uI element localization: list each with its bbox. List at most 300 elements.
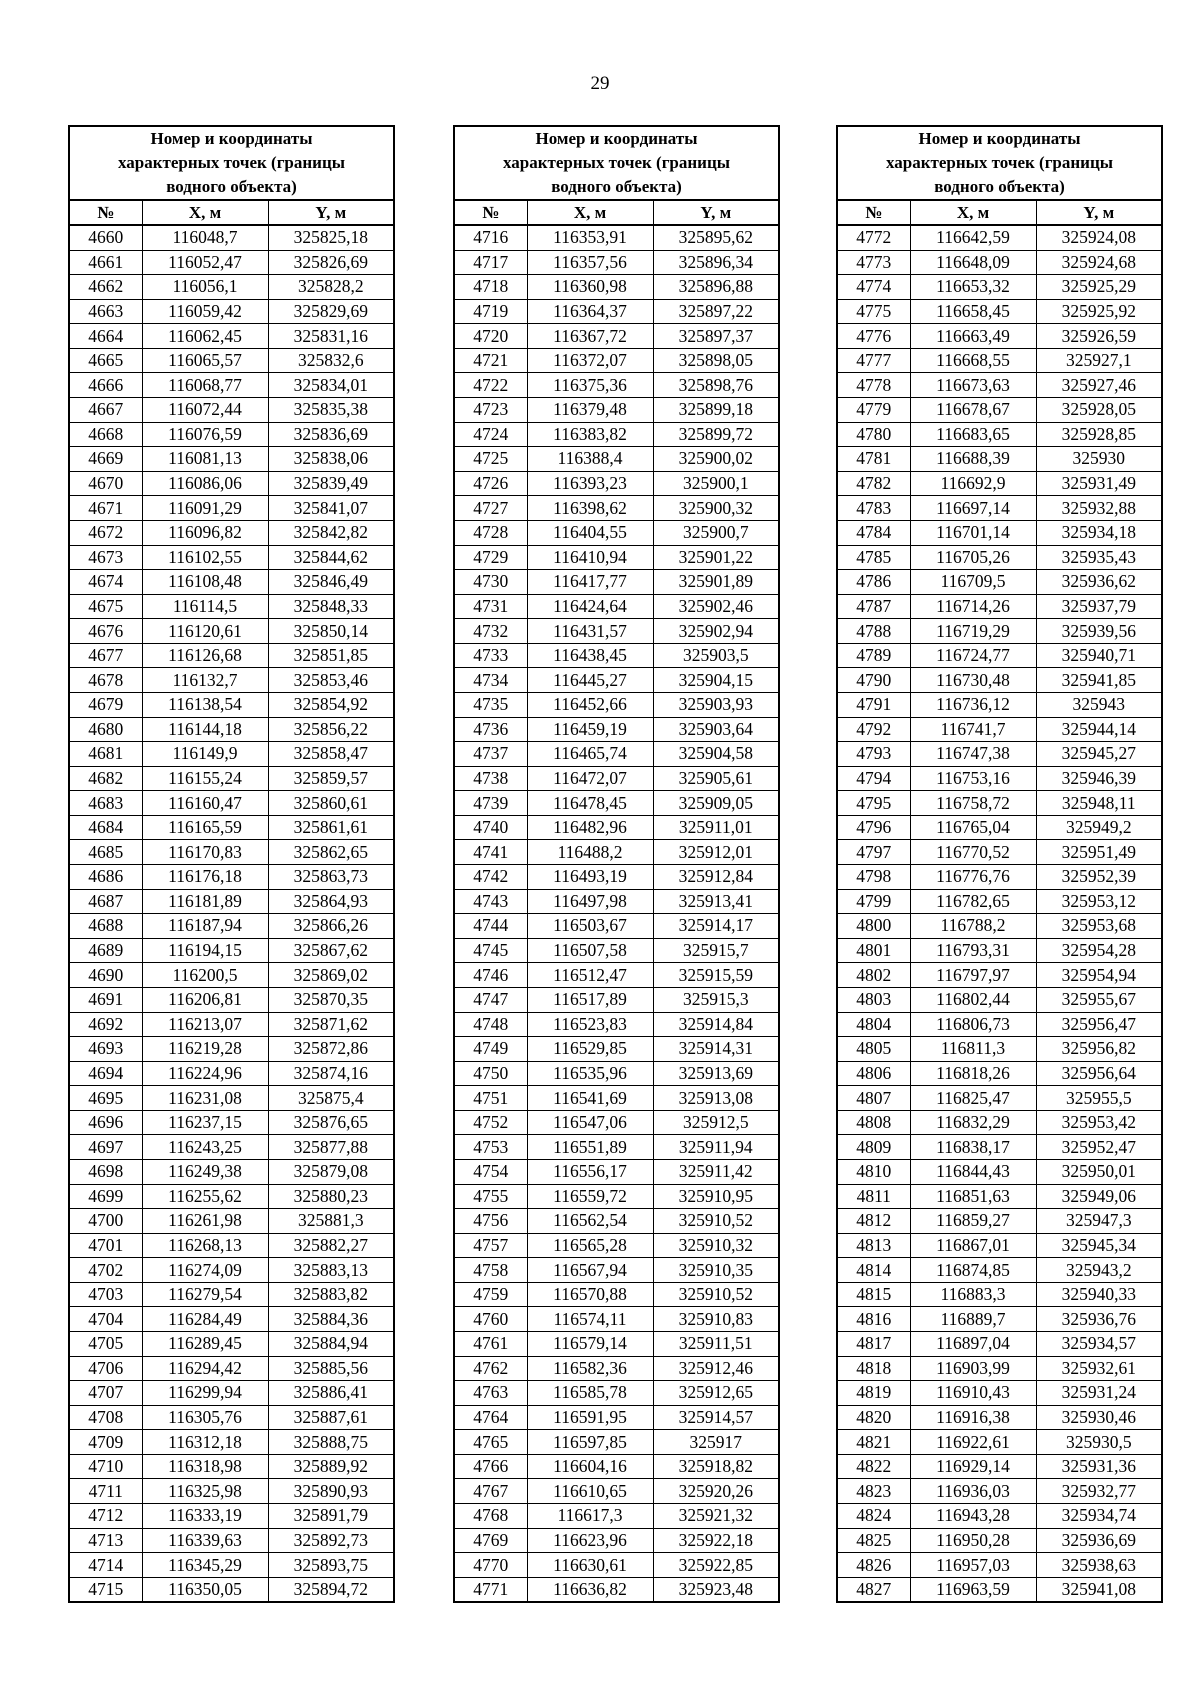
y-coordinate: 325953,42 (1036, 1110, 1162, 1135)
table-row (69, 865, 394, 890)
point-number: 4702 (69, 1258, 142, 1283)
point-number: 4792 (837, 717, 910, 742)
point-number: 4791 (837, 692, 910, 717)
table-row (69, 594, 394, 619)
point-number: 4724 (454, 422, 527, 447)
x-coordinate: 116668,55 (910, 348, 1036, 373)
x-coordinate: 116642,59 (910, 225, 1036, 250)
y-coordinate: 325926,59 (1036, 324, 1162, 349)
table-row (837, 1405, 1162, 1430)
point-number: 4824 (837, 1504, 910, 1529)
y-coordinate: 325952,39 (1036, 865, 1162, 890)
point-number: 4767 (454, 1479, 527, 1504)
x-coordinate: 116120,61 (142, 619, 268, 644)
x-coordinate: 116758,72 (910, 791, 1036, 816)
x-coordinate: 116503,67 (527, 914, 653, 939)
x-coordinate: 116567,94 (527, 1258, 653, 1283)
point-number: 4666 (69, 373, 142, 398)
y-coordinate: 325940,33 (1036, 1282, 1162, 1307)
y-coordinate: 325936,76 (1036, 1307, 1162, 1332)
x-coordinate: 116770,52 (910, 840, 1036, 865)
x-coordinate: 116936,03 (910, 1479, 1036, 1504)
y-coordinate: 325915,59 (653, 963, 779, 988)
point-number: 4699 (69, 1184, 142, 1209)
y-coordinate: 325870,35 (268, 987, 394, 1012)
table-row (837, 692, 1162, 717)
point-number: 4716 (454, 225, 527, 250)
y-coordinate: 325893,75 (268, 1553, 394, 1578)
y-coordinate: 325854,92 (268, 692, 394, 717)
table-row (69, 545, 394, 570)
point-number: 4758 (454, 1258, 527, 1283)
x-coordinate: 116072,44 (142, 398, 268, 423)
point-number: 4754 (454, 1159, 527, 1184)
point-number: 4771 (454, 1577, 527, 1602)
table-row (454, 840, 779, 865)
x-coordinate: 116610,65 (527, 1479, 653, 1504)
table-row (837, 1037, 1162, 1062)
x-coordinate: 116753,16 (910, 766, 1036, 791)
y-coordinate: 325956,82 (1036, 1037, 1162, 1062)
table-row (69, 1454, 394, 1479)
y-coordinate: 325914,31 (653, 1037, 779, 1062)
point-number: 4693 (69, 1037, 142, 1062)
y-coordinate: 325856,22 (268, 717, 394, 742)
x-coordinate: 116793,31 (910, 938, 1036, 963)
y-coordinate: 325898,05 (653, 348, 779, 373)
table-row (454, 1184, 779, 1209)
table-row (454, 250, 779, 275)
point-number: 4678 (69, 668, 142, 693)
table-row (837, 619, 1162, 644)
table-row (454, 422, 779, 447)
point-number: 4746 (454, 963, 527, 988)
y-coordinate: 325888,75 (268, 1430, 394, 1455)
table-row (837, 1479, 1162, 1504)
y-coordinate: 325882,27 (268, 1233, 394, 1258)
point-number: 4704 (69, 1307, 142, 1332)
y-coordinate: 325866,26 (268, 914, 394, 939)
y-coordinate: 325924,08 (1036, 225, 1162, 250)
column-header-number: № (837, 200, 910, 225)
x-coordinate: 116797,97 (910, 963, 1036, 988)
point-number: 4747 (454, 987, 527, 1012)
x-coordinate: 116523,83 (527, 1012, 653, 1037)
table-row (69, 1430, 394, 1455)
x-coordinate: 116883,3 (910, 1282, 1036, 1307)
table-row (69, 1012, 394, 1037)
x-coordinate: 116431,57 (527, 619, 653, 644)
page-number: 29 (590, 73, 610, 94)
y-coordinate: 325904,15 (653, 668, 779, 693)
point-number: 4766 (454, 1454, 527, 1479)
point-number: 4727 (454, 496, 527, 521)
x-coordinate: 116465,74 (527, 742, 653, 767)
y-coordinate: 325835,38 (268, 398, 394, 423)
y-coordinate: 325934,18 (1036, 520, 1162, 545)
y-coordinate: 325911,42 (653, 1159, 779, 1184)
x-coordinate: 116776,76 (910, 865, 1036, 890)
y-coordinate: 325934,74 (1036, 1504, 1162, 1529)
table-row (454, 570, 779, 595)
table-row (69, 373, 394, 398)
table-row (454, 987, 779, 1012)
table-row (837, 594, 1162, 619)
y-coordinate: 325934,57 (1036, 1332, 1162, 1357)
table-row (69, 471, 394, 496)
y-coordinate: 325912,01 (653, 840, 779, 865)
y-coordinate: 325910,52 (653, 1209, 779, 1234)
table-row (837, 1086, 1162, 1111)
x-coordinate: 116181,89 (142, 889, 268, 914)
x-coordinate: 116375,36 (527, 373, 653, 398)
x-coordinate: 116529,85 (527, 1037, 653, 1062)
x-coordinate: 116811,3 (910, 1037, 1036, 1062)
point-number: 4691 (69, 987, 142, 1012)
x-coordinate: 116176,18 (142, 865, 268, 890)
point-number: 4717 (454, 250, 527, 275)
point-number: 4695 (69, 1086, 142, 1111)
x-coordinate: 116068,77 (142, 373, 268, 398)
y-coordinate: 325945,34 (1036, 1233, 1162, 1258)
x-coordinate: 116591,95 (527, 1405, 653, 1430)
table-row (454, 643, 779, 668)
table-row (837, 1577, 1162, 1602)
y-coordinate: 325950,01 (1036, 1159, 1162, 1184)
point-number: 4796 (837, 815, 910, 840)
x-coordinate: 116585,78 (527, 1381, 653, 1406)
point-number: 4729 (454, 545, 527, 570)
y-coordinate: 325955,5 (1036, 1086, 1162, 1111)
table-row (837, 1307, 1162, 1332)
point-number: 4707 (69, 1381, 142, 1406)
x-coordinate: 116559,72 (527, 1184, 653, 1209)
point-number: 4811 (837, 1184, 910, 1209)
x-coordinate: 116683,65 (910, 422, 1036, 447)
table-row (69, 299, 394, 324)
point-number: 4739 (454, 791, 527, 816)
y-coordinate: 325896,34 (653, 250, 779, 275)
column-header-y: Y, м (1036, 200, 1162, 225)
table-row (454, 865, 779, 890)
table-row (837, 1454, 1162, 1479)
table-row (837, 963, 1162, 988)
table-row (69, 570, 394, 595)
point-number: 4723 (454, 398, 527, 423)
table-row (454, 1356, 779, 1381)
table-row (454, 938, 779, 963)
table-row (454, 348, 779, 373)
x-coordinate: 116279,54 (142, 1282, 268, 1307)
point-number: 4813 (837, 1233, 910, 1258)
y-coordinate: 325876,65 (268, 1110, 394, 1135)
table-row (837, 1430, 1162, 1455)
table-row (837, 570, 1162, 595)
point-number: 4804 (837, 1012, 910, 1037)
x-coordinate: 116102,55 (142, 545, 268, 570)
x-coordinate: 116219,28 (142, 1037, 268, 1062)
table-row (837, 1258, 1162, 1283)
point-number: 4763 (454, 1381, 527, 1406)
x-coordinate: 116556,17 (527, 1159, 653, 1184)
table-row (837, 1012, 1162, 1037)
table-row (454, 1528, 779, 1553)
y-coordinate: 325917 (653, 1430, 779, 1455)
y-coordinate: 325905,61 (653, 766, 779, 791)
y-coordinate: 325839,49 (268, 471, 394, 496)
point-number: 4788 (837, 619, 910, 644)
table-row (69, 520, 394, 545)
y-coordinate: 325937,79 (1036, 594, 1162, 619)
point-number: 4817 (837, 1332, 910, 1357)
point-number: 4770 (454, 1553, 527, 1578)
y-coordinate: 325896,88 (653, 275, 779, 300)
table-title-line-3: водного объекта) (934, 177, 1065, 196)
table-row (454, 225, 779, 250)
table-row (454, 471, 779, 496)
point-number: 4765 (454, 1430, 527, 1455)
point-number: 4698 (69, 1159, 142, 1184)
point-number: 4689 (69, 938, 142, 963)
table-row (837, 1553, 1162, 1578)
y-coordinate: 325956,47 (1036, 1012, 1162, 1037)
table-row (69, 1479, 394, 1504)
table-row (837, 1504, 1162, 1529)
point-number: 4756 (454, 1209, 527, 1234)
point-number: 4685 (69, 840, 142, 865)
x-coordinate: 116367,72 (527, 324, 653, 349)
x-coordinate: 116547,06 (527, 1110, 653, 1135)
y-coordinate: 325900,02 (653, 447, 779, 472)
point-number: 4805 (837, 1037, 910, 1062)
point-number: 4722 (454, 373, 527, 398)
point-number: 4785 (837, 545, 910, 570)
table-row (454, 1479, 779, 1504)
x-coordinate: 116673,63 (910, 373, 1036, 398)
point-number: 4679 (69, 692, 142, 717)
x-coordinate: 116623,96 (527, 1528, 653, 1553)
y-coordinate: 325832,6 (268, 348, 394, 373)
y-coordinate: 325936,69 (1036, 1528, 1162, 1553)
y-coordinate: 325900,1 (653, 471, 779, 496)
point-number: 4773 (837, 250, 910, 275)
y-coordinate: 325872,86 (268, 1037, 394, 1062)
x-coordinate: 116445,27 (527, 668, 653, 693)
y-coordinate: 325848,33 (268, 594, 394, 619)
point-number: 4743 (454, 889, 527, 914)
x-coordinate: 116874,85 (910, 1258, 1036, 1283)
x-coordinate: 116705,26 (910, 545, 1036, 570)
point-number: 4664 (69, 324, 142, 349)
point-number: 4821 (837, 1430, 910, 1455)
x-coordinate: 116482,96 (527, 815, 653, 840)
y-coordinate: 325932,77 (1036, 1479, 1162, 1504)
column-header-x: X, м (527, 200, 653, 225)
table-body (69, 225, 394, 1602)
x-coordinate: 116636,82 (527, 1577, 653, 1602)
y-coordinate: 325938,63 (1036, 1553, 1162, 1578)
point-number: 4755 (454, 1184, 527, 1209)
table-row (69, 1061, 394, 1086)
table-row (69, 496, 394, 521)
y-coordinate: 325858,47 (268, 742, 394, 767)
y-coordinate: 325928,85 (1036, 422, 1162, 447)
y-coordinate: 325885,56 (268, 1356, 394, 1381)
table-row (69, 1553, 394, 1578)
point-number: 4670 (69, 471, 142, 496)
table-row (454, 299, 779, 324)
point-number: 4728 (454, 520, 527, 545)
table-row (837, 1110, 1162, 1135)
x-coordinate: 116052,47 (142, 250, 268, 275)
point-number: 4769 (454, 1528, 527, 1553)
table-row (454, 1577, 779, 1602)
table-row (69, 717, 394, 742)
table-body (454, 225, 779, 1602)
point-number: 4680 (69, 717, 142, 742)
point-number: 4684 (69, 815, 142, 840)
table-row (454, 1504, 779, 1529)
column-header-y: Y, м (268, 200, 394, 225)
y-coordinate: 325860,61 (268, 791, 394, 816)
x-coordinate: 116224,96 (142, 1061, 268, 1086)
table-row (454, 594, 779, 619)
point-number: 4783 (837, 496, 910, 521)
point-number: 4744 (454, 914, 527, 939)
x-coordinate: 116570,88 (527, 1282, 653, 1307)
table-row (837, 496, 1162, 521)
point-number: 4726 (454, 471, 527, 496)
y-coordinate: 325951,49 (1036, 840, 1162, 865)
x-coordinate: 116424,64 (527, 594, 653, 619)
point-number: 4720 (454, 324, 527, 349)
table-row (454, 717, 779, 742)
table-title (69, 126, 394, 200)
point-number: 4740 (454, 815, 527, 840)
table-row (69, 250, 394, 275)
point-number: 4814 (837, 1258, 910, 1283)
point-number: 4807 (837, 1086, 910, 1111)
x-coordinate: 116714,26 (910, 594, 1036, 619)
x-coordinate: 116867,01 (910, 1233, 1036, 1258)
y-coordinate: 325831,16 (268, 324, 394, 349)
y-coordinate: 325912,84 (653, 865, 779, 890)
table-row (454, 1233, 779, 1258)
point-number: 4672 (69, 520, 142, 545)
y-coordinate: 325850,14 (268, 619, 394, 644)
x-coordinate: 116360,98 (527, 275, 653, 300)
y-coordinate: 325903,5 (653, 643, 779, 668)
y-coordinate: 325844,62 (268, 545, 394, 570)
table-row (837, 717, 1162, 742)
table-row (69, 840, 394, 865)
table-row (837, 250, 1162, 275)
point-number: 4741 (454, 840, 527, 865)
point-number: 4705 (69, 1332, 142, 1357)
y-coordinate: 325930,46 (1036, 1405, 1162, 1430)
table-title (454, 126, 779, 200)
point-number: 4718 (454, 275, 527, 300)
point-number: 4730 (454, 570, 527, 595)
y-coordinate: 325930,5 (1036, 1430, 1162, 1455)
x-coordinate: 116535,96 (527, 1061, 653, 1086)
table-row (837, 840, 1162, 865)
table-title-line-2: характерных точек (границы (502, 153, 731, 172)
point-number: 4781 (837, 447, 910, 472)
column-header-x: X, м (142, 200, 268, 225)
table-body (837, 225, 1162, 1602)
y-coordinate: 325828,2 (268, 275, 394, 300)
y-coordinate: 325862,65 (268, 840, 394, 865)
x-coordinate: 116059,42 (142, 299, 268, 324)
point-number: 4827 (837, 1577, 910, 1602)
x-coordinate: 116353,91 (527, 225, 653, 250)
x-coordinate: 116187,94 (142, 914, 268, 939)
y-coordinate: 325886,41 (268, 1381, 394, 1406)
y-coordinate: 325903,93 (653, 692, 779, 717)
y-coordinate: 325883,82 (268, 1282, 394, 1307)
point-number: 4663 (69, 299, 142, 324)
table-row (454, 1135, 779, 1160)
point-number: 4752 (454, 1110, 527, 1135)
x-coordinate: 116410,94 (527, 545, 653, 570)
column-header-number: № (454, 200, 527, 225)
y-coordinate: 325853,46 (268, 668, 394, 693)
point-number: 4787 (837, 594, 910, 619)
y-coordinate: 325829,69 (268, 299, 394, 324)
table-row (837, 1061, 1162, 1086)
x-coordinate: 116404,55 (527, 520, 653, 545)
table-row (454, 791, 779, 816)
x-coordinate: 116678,67 (910, 398, 1036, 423)
x-coordinate: 116048,7 (142, 225, 268, 250)
point-number: 4687 (69, 889, 142, 914)
point-number: 4762 (454, 1356, 527, 1381)
table-row (837, 1135, 1162, 1160)
x-coordinate: 116897,04 (910, 1332, 1036, 1357)
column-header-x: X, м (910, 200, 1036, 225)
point-number: 4815 (837, 1282, 910, 1307)
y-coordinate: 325952,47 (1036, 1135, 1162, 1160)
point-number: 4772 (837, 225, 910, 250)
point-number: 4816 (837, 1307, 910, 1332)
point-number: 4733 (454, 643, 527, 668)
table-row (837, 225, 1162, 250)
table-row (837, 766, 1162, 791)
point-number: 4660 (69, 225, 142, 250)
y-coordinate: 325884,36 (268, 1307, 394, 1332)
y-coordinate: 325949,06 (1036, 1184, 1162, 1209)
x-coordinate: 116889,7 (910, 1307, 1036, 1332)
x-coordinate: 116243,25 (142, 1135, 268, 1160)
point-number: 4683 (69, 791, 142, 816)
y-coordinate: 325826,69 (268, 250, 394, 275)
point-number: 4822 (837, 1454, 910, 1479)
table-row (69, 619, 394, 644)
point-number: 4690 (69, 963, 142, 988)
table-title-line-1: Номер и координаты (918, 129, 1081, 148)
point-number: 4798 (837, 865, 910, 890)
y-coordinate: 325932,61 (1036, 1356, 1162, 1381)
x-coordinate: 116825,47 (910, 1086, 1036, 1111)
point-number: 4764 (454, 1405, 527, 1430)
point-number: 4677 (69, 643, 142, 668)
x-coordinate: 116108,48 (142, 570, 268, 595)
table-row (69, 938, 394, 963)
point-number: 4760 (454, 1307, 527, 1332)
y-coordinate: 325932,88 (1036, 496, 1162, 521)
x-coordinate: 116709,5 (910, 570, 1036, 595)
